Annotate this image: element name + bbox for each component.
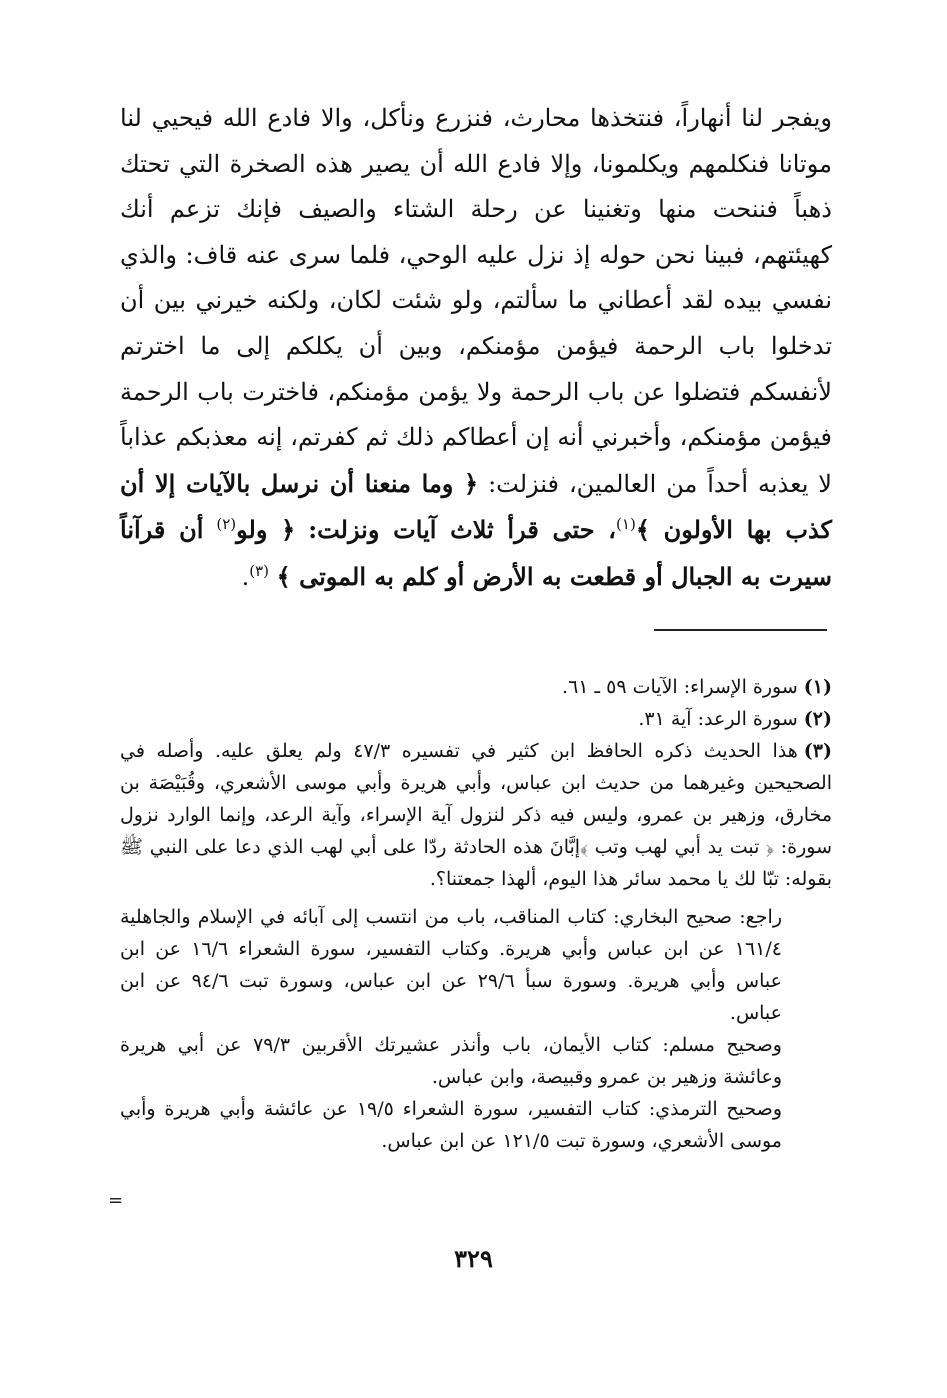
footnote-number: (٢)	[803, 708, 832, 730]
footnote-number: (١)	[803, 676, 832, 698]
quran-verse-1: ﴿ وما منعنا أن نرسل بالآيات إلا أن كذب بها الأولون ﴾	[120, 468, 832, 545]
footnote-text: سورة الإسراء: الآيات ٥٩ ـ ٦١.	[562, 676, 798, 698]
footnote-ref-1[interactable]: (١)	[616, 515, 636, 534]
paragraph-text: ويفجر لنا أنهاراً، فنتخذها محارث، فنزرع ونأكل، والا فادع الله فيحيي لنا موتانا فنكلمهم ويكلمونا، وإلا فادع الله أن يصير هذه الصخرة التي تحتك ذهباً فننحت منها وتغنينا عن رحلة الشتاء والصيف فإنك تزعم أنك كهيئتهم، فبينا نحن حوله إذ نزل عليه الوحي، فلما سرى عنه قاف: والذي نفسي بيده لقد أعطاني ما سألتم، ولو شئت لكان، ولكنه خيرني بين أن تدخلوا باب الرحمة فيؤمن مؤمنكم، وبين أن يكلكم إلى ما اخترتم لأنفسكم فتضلوا عن باب الرحمة ولا يؤمن مؤمنكم، فاخترت باب الرحمة فيؤمن مؤمنكم، وأخبرني أنه إن أعطاكم ذلك ثم كفرتم، إنه معذبكم عذاباً لا يعذبه أحداً من العالمين، فنزلت:	[120, 104, 832, 498]
footnote-separator	[654, 629, 827, 631]
footnote-2	[120, 703, 832, 735]
paragraph-end: .	[241, 562, 250, 591]
footnote-ref-2[interactable]: (٢)	[216, 515, 237, 534]
footnotes-section	[120, 671, 832, 1157]
margin-mark: =	[108, 1190, 124, 1211]
footnote-text: هذا الحديث ذكره الحافظ ابن كثير في تفسيره ٤٧/٣ ولم يعلق عليه. وأصله في الصحيحين وغيرهما من حديث ابن عباس، وأبي هريرة وأبي موسى الأشعري، وقُبَيْصَة بن مخارق، وزهير بن عمرو، وليس فيه ذكر لنزول آية الإسراء، وآية الرعد، وإنما الوارد نزول سورة: ﴿ تبت يد أبي لهب وتب ﴾إبَّانَ هذه الحادثة ردّا على أبي لهب الذي دعا على النبي ﷺ بقوله: تبّا لك يا محمد سائر هذا اليوم، ألهذا جمعتنا؟.	[120, 740, 832, 890]
reference-muslim: وصحيح مسلم: كتاب الأيمان، باب وأنذر عشيرتك الأقربين ٧٩/٣ عن أبي هريرة وعائشة وزهير بن عمرو وقبيصة، وابن عباس.	[120, 1034, 782, 1088]
footnote-text: سورة الرعد: آية ٣١.	[638, 708, 798, 730]
footnote-number: (٣)	[803, 740, 832, 762]
quran-verse-2-start: ﴿ ولو	[236, 515, 296, 545]
footnote-ref-3[interactable]: (٣)	[249, 561, 270, 580]
middle-text: ، حتى قرأ ثلاث آيات ونزلت:	[308, 515, 617, 545]
main-paragraph	[120, 96, 832, 601]
footnote-3	[120, 735, 832, 895]
reference-bukhari: راجع: صحيح البخاري: كتاب المناقب، باب من انتسب إلى آبائه في الإسلام والجاهلية ١٦١/٤ عن ابن عباس وأبي هريرة. وكتاب التفسير، سورة الشعراء ١٦/٦ عن ابن عباس وأبي هريرة. وسورة سبأ ٢٩/٦ عن ابن عباس، وسورة تبت ٩٤/٦ عن ابن عباس.	[120, 906, 782, 1024]
footnote-1	[120, 671, 832, 703]
quran-verse-2-end: أن قرآناً سيرت به الجبال أو قطعت به الأرض أو كلم به الموتى ﴾	[120, 515, 832, 591]
reference-tirmidhi: وصحيح الترمذي: كتاب التفسير، سورة الشعراء ١٩/٥ عن عائشة وأبي هريرة وأبي موسى الأشعري، وسورة تبت ١٢١/٥ عن ابن عباس.	[120, 1098, 782, 1152]
page-number: ٣٢٩	[454, 1244, 493, 1273]
